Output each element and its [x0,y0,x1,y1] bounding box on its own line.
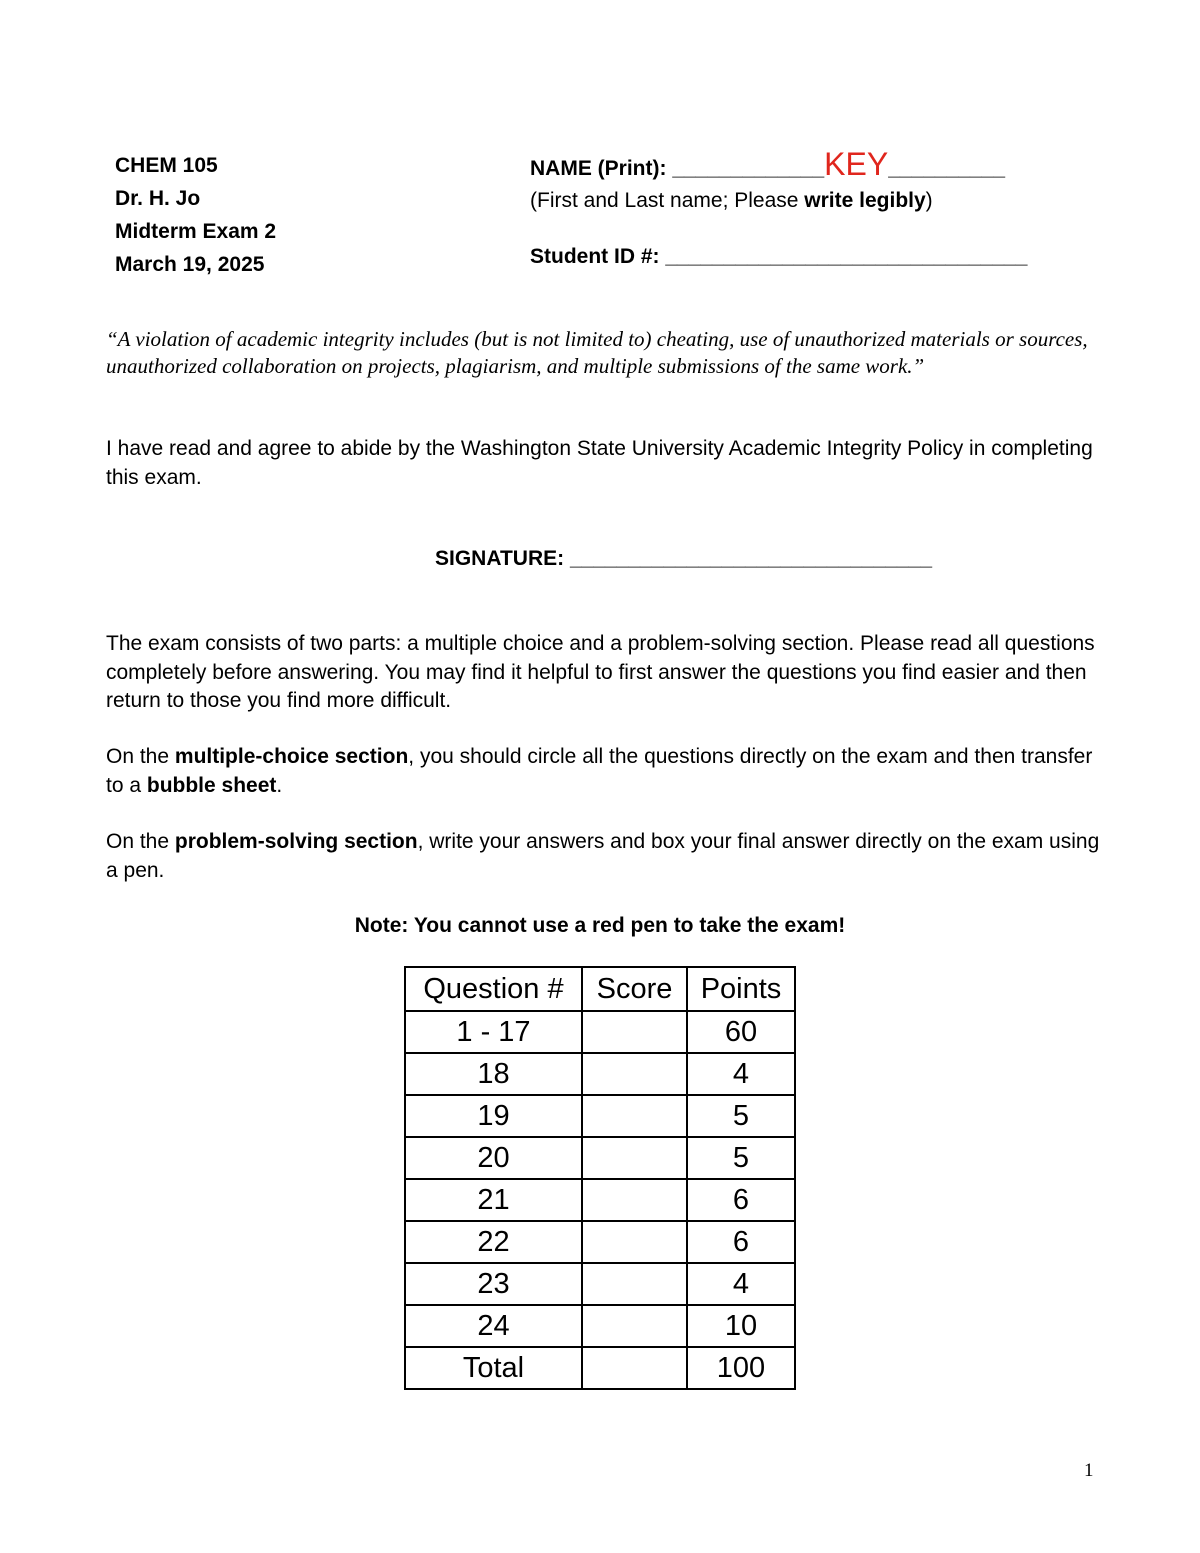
instructions-multiple-choice [106,743,1100,800]
table-row [405,1137,795,1179]
table-row [405,1263,795,1305]
points-cell: 4 [687,1053,795,1095]
table-row [405,1011,795,1053]
name-blank-before: _____________ [672,157,825,180]
score-cell[interactable] [582,1179,687,1221]
points-cell: 60 [687,1011,795,1053]
column-header: Question # [405,967,582,1011]
student-id-blank: _______________________________ [665,245,1028,268]
table-row [405,1221,795,1263]
signature-blank: _______________________________ [569,547,933,570]
ps-text-1: On the [106,830,175,853]
score-cell[interactable] [582,1011,687,1053]
red-pen-note: Note: You cannot use a red pen to take the exam! [354,914,846,937]
ps-section-label: problem-solving section [174,830,418,853]
question-cell: 19 [405,1095,582,1137]
question-cell: 1 - 17 [405,1011,582,1053]
points-cell: 10 [687,1305,795,1347]
question-cell: Total [405,1347,582,1389]
exam-title: Midterm Exam 2 [115,220,277,243]
score-cell[interactable] [582,1305,687,1347]
student-id-label: Student ID #: [530,245,666,268]
integrity-agreement: I have read and agree to abide by the Washington State University Academic Integrity Policy in completing this exam. [106,437,1093,489]
name-hint-bold: write legibly [804,189,926,212]
course-code: CHEM 105 [115,154,218,177]
table-row [405,1095,795,1137]
column-header: Score [582,967,687,1011]
mc-text-3: . [276,773,283,797]
page-number: 1 [1084,1460,1094,1481]
name-answer-key: KEY [824,146,889,182]
score-cell[interactable] [582,1263,687,1305]
instructor-name: Dr. H. Jo [115,187,201,210]
column-header: Points [687,967,795,1011]
points-cell: 4 [687,1263,795,1305]
points-cell: 100 [687,1347,795,1389]
question-cell: 21 [405,1179,582,1221]
score-table [404,966,796,1390]
score-cell[interactable] [582,1137,687,1179]
integrity-quote: “A violation of academic integrity includes (but is not limited to) cheating, use of unauthorized materials or sources, unauthorized collaboration on projects, plagiarism, and multiple submissions of the same work.” [106,327,1088,378]
name-hint [530,189,933,213]
table-row [405,1347,795,1389]
signature-label: SIGNATURE: [435,547,570,570]
question-cell: 20 [405,1137,582,1179]
question-cell: 24 [405,1305,582,1347]
score-cell[interactable] [582,1053,687,1095]
mc-text-2: , you should circle all the questions directly on the exam and then transfer to a [106,745,1093,797]
points-cell: 5 [687,1095,795,1137]
name-field [530,146,1005,182]
question-cell: 18 [405,1053,582,1095]
mc-section-label: multiple-choice section [174,745,409,768]
score-cell[interactable] [582,1347,687,1389]
points-cell: 5 [687,1137,795,1179]
table-row [405,1179,795,1221]
name-blank-after: __________ [888,157,1005,180]
bubble-sheet-label: bubble sheet [146,773,277,797]
instructions-overview: The exam consists of two parts: a multiple choice and a problem-solving section. Please read all questions completely before answering. You may find it helpful to first answer the questions you find easier and then return to those you find more difficult. [106,632,1095,712]
score-table-header [405,967,795,1011]
instructions-problem-solving [106,828,1100,885]
mc-text-1: On the [106,745,175,768]
name-hint-prefix: (First and Last name; Please [530,189,805,212]
points-cell: 6 [687,1221,795,1263]
student-id-field [530,245,1027,269]
table-row [405,1053,795,1095]
score-cell[interactable] [582,1095,687,1137]
exam-date: March 19, 2025 [115,253,265,276]
ps-text-2: , write your answers and box your final answer directly on the exam using a pen. [106,830,1100,882]
name-label: NAME (Print): [530,157,673,180]
name-hint-suffix: ) [925,189,933,212]
score-cell[interactable] [582,1221,687,1263]
points-cell: 6 [687,1179,795,1221]
question-cell: 22 [405,1221,582,1263]
signature-field [435,547,932,571]
table-row [405,1305,795,1347]
question-cell: 23 [405,1263,582,1305]
